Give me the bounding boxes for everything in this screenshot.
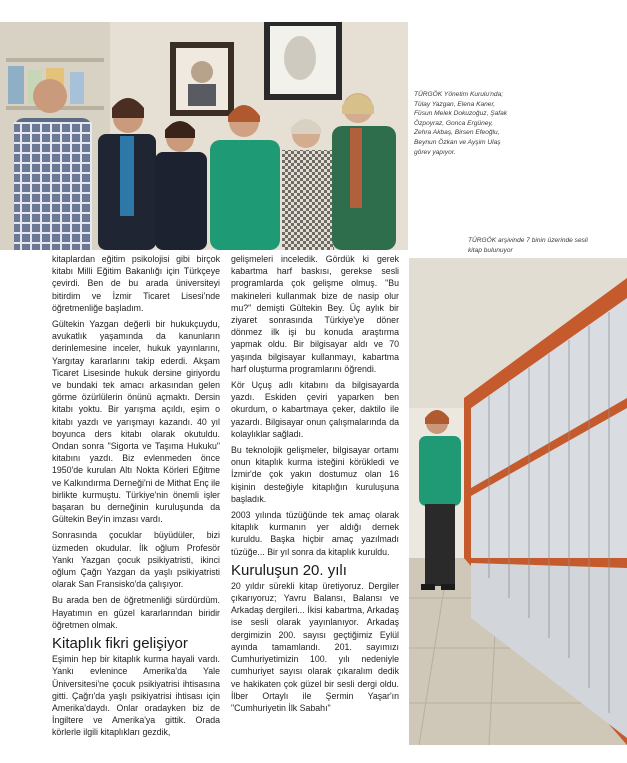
paragraph: gelişmeleri inceledik. Gördük ki gerek kabartma harf baskısı, gerekse sesli programlarda çok gelişme olmuş. "Bu makineleri kullanmak bize de nasip olur mu?" demişti Gültekin Bey. Üç aylık bir ziyaret sonrasında Türkiye'ye döner dönmez ilk işi bu konuda araştırma yapmak oldu. Bir bilgisayar aldı ve 70 yaşında bilgisayar kullanmayı, kabartma harf oluşturma programlarını öğrendi. <box>231 254 399 374</box>
photo-caption-right: TÜRGÖK arşivinde 7 binin üzerinde sesli kitap bulunuyor <box>468 237 588 254</box>
section-heading: Kitaplık fikri gelişiyor <box>52 635 188 653</box>
paragraph: Gültekin Yazgan değerli bir hukukçuydu, avukatlık yaşamında da kanunların derinlemesine inceler, hukuk yayınlarını, Yargıtay kararlarını takip ederdi. Akşam Ticaret Lisesinde hukuk dersine giriyordu ve bundaki tek amacı arkasından gelen görme özürlülerin önünü açmaktı. Dersin kitabı yoktu. Bir yarışma açıldı, eşim o kitabı yazdı ve yarışmayı kazandı. 40 yıl boyunca ders kitabı olarak okutuldu. Ondan sonra "Sigorta ve Taşıma Hukuku" kitabını yazdı. Biz evlenmeden önce 1950'de kurulan Altı Nokta Körleri Eğitme ve Kalkındırma Derneği'ni de Mithat Enç ile birlikte kurmuştu. Türkiye'nin önemli işler başaran bu derneğinin kuruluşunda da Gültekin Bey'in imzası vardı. <box>52 319 220 525</box>
paragraph: Bu arada ben de öğretmenliği sürdürdüm. Hayatımın en güzel kararlarından biridir öğretmen olmak. <box>52 595 220 630</box>
paragraph: Eşimin hep bir kitaplık kurma hayali vardı. Yankı evlenince Amerika'da Yale Üniversitesi'ne çocuk psikiyatrisi ihtisasına gitti. Çağrı'da yaşlı psikiyatrisi ihtisası için Amerika'daydı. Onlar oradayken biz de İngiltere ve Amerika'ya gittik. Orada körlerle ilgili kitaplıkları gezdik, <box>52 654 220 738</box>
paragraph: 2003 yılında tüzüğünde tek amaç olarak kitaplık kurmanın yer aldığı dernek kuruldu. Başka hiçbir amaç yazılmadı tüzüğe... Bir yıl sonra da kitaplık kuruldu. <box>231 510 399 557</box>
paragraph: Bu teknolojik gelişmeler, bilgisayar ortamı onun kitaplık kurma isteğini körükledi ve İzmir'de çok yakın dostumuz olan 16 kişinin desteğiyle kitaplığın kuruluşuna başladık. <box>231 445 399 504</box>
article-column-2 <box>231 253 399 718</box>
group-photo <box>0 22 408 250</box>
paragraph: Sonrasında çocuklar büyüdüler, bizi üzmeden okudular. İlk oğlum Profesör Yankı Yazgan çocuk psikiyatristi, ikinci oğlum Çağrı Yazgan da yaşlı psikiyatristi olarak San Fransisko'da çalışıyor. <box>52 530 220 590</box>
paragraph: Kör Uçuş adlı kitabını da bilgisayarda yazdı. Eskiden çeviri yaparken ben okurdum, o kabartmaya çeker, daktilo ile yazardı. Bilgisayar onun çalışmalarında da kolaylıklar sağladı. <box>231 380 399 439</box>
paragraph: 20 yıldır sürekli kitap üretiyoruz. Dergiler çıkarıyoruz; Yavru Balansı, Balansı ve Arkadaş dergileri... İkisi kabartma, Arkadaş ise sesli olarak yayınlanıyor. Arkadaş dergimizin 200. sayısı geçtiğimiz Eylül ayında tamamlandı. 201. sayımızı Cumhuriyetimizin 100. yılı nedeniyle cumhuriyet sayısı olarak çıkaralım dedik ve hakikaten çok güzel bir sesli dergi oldu. İlber Ortaylı ile Şermin Yaşar'ın "Cumhuriyetin İlk Sabahı" <box>231 580 399 713</box>
section-heading: Kuruluşun 20. yılı <box>231 561 347 579</box>
paragraph: kitaplardan eğitim psikolojisi gibi birçok kitabı Milli Eğitim Bakanlığı için Türkçeye çevirdi. Ben de bu arada üniversiteyi bitirdim ve İzmir Ticaret Lisesi'nde öğretmenliğe başladım. <box>52 254 220 313</box>
article-column-1 <box>52 253 220 743</box>
photo-caption-top: TÜRGÖK Yönetim Kurulu'nda; Tülay Yazgan, Elena Kaner, Füsun Melek Dokuzoğuz, Şafak Özpoyraz, Gonca Ergüney, Zehra Akbaş, Birsen Efeoğlu, Beynun Özkan ve Ayşim Ulaş görev yapıyor. <box>414 91 508 156</box>
archive-photo <box>409 258 627 745</box>
